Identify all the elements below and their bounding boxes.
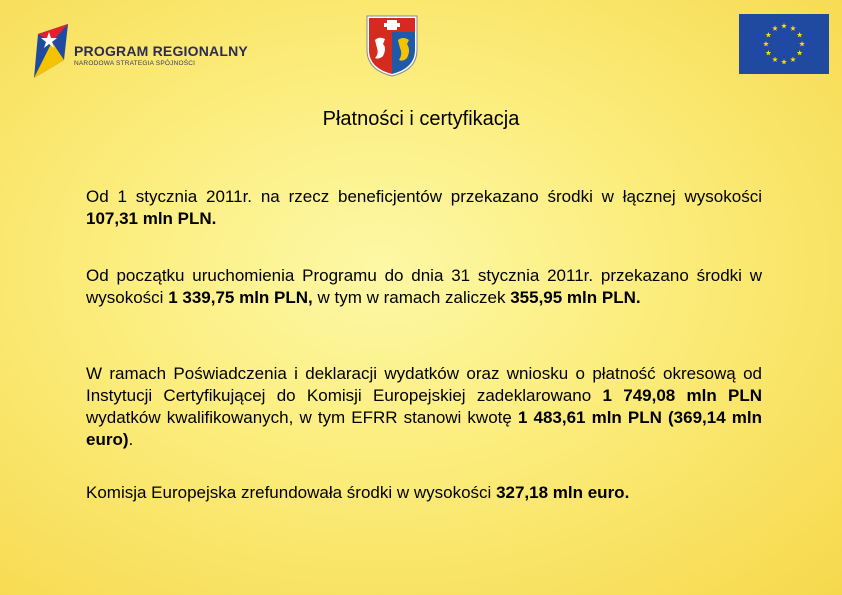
p3-text-b: wydatków kwalifikowanych, w tym EFRR stanowi kwotę xyxy=(86,408,518,427)
p2-amount-advances: 355,95 mln PLN. xyxy=(510,288,641,307)
coat-of-arms-logo xyxy=(365,14,419,83)
paragraph-program-start xyxy=(86,265,762,309)
paragraph-certification xyxy=(86,363,762,451)
p4-text: Komisja Europejska zrefundowała środki w wysokości xyxy=(86,483,497,502)
p3-text: W ramach Poświadczenia i deklaracji wydatków oraz wniosku o płatność okresową od Instytucji Certyfikującej do Komisji Europejskiej zadeklarowano xyxy=(86,364,762,405)
p3-amount-declared: 1 749,08 mln PLN xyxy=(602,386,763,405)
p1-text: Od 1 stycznia 2011r. na rzecz beneficjentów przekazano środki w łącznej wysokości xyxy=(86,187,762,206)
p1-amount: 107,31 mln PLN. xyxy=(86,209,217,228)
program-regionalny-logo xyxy=(28,20,258,82)
page-title: Płatności i certyfikacja xyxy=(322,108,520,130)
nss-logo-icon xyxy=(28,20,72,80)
p2-text: Od początku uruchomienia Programu do dnia 31 stycznia 2011r. przekazano środki w wysokości xyxy=(86,266,762,307)
p3-amount-efrr: 1 483,61 mln PLN (369,14 mln euro) xyxy=(86,408,762,449)
p3-text-c: . xyxy=(128,430,134,449)
program-title: PROGRAM REGIONALNY xyxy=(74,43,248,59)
p2-text-b: w tym w ramach zaliczek xyxy=(312,288,511,307)
program-subtitle: NARODOWA STRATEGIA SPÓJNOŚCI xyxy=(74,60,196,67)
p4-amount: 327,18 mln euro. xyxy=(496,483,630,502)
eu-flag-logo xyxy=(739,14,829,74)
paragraph-refund xyxy=(86,482,762,504)
paragraph-beneficiaries xyxy=(86,186,762,230)
p2-amount-total: 1 339,75 mln PLN, xyxy=(168,288,313,307)
